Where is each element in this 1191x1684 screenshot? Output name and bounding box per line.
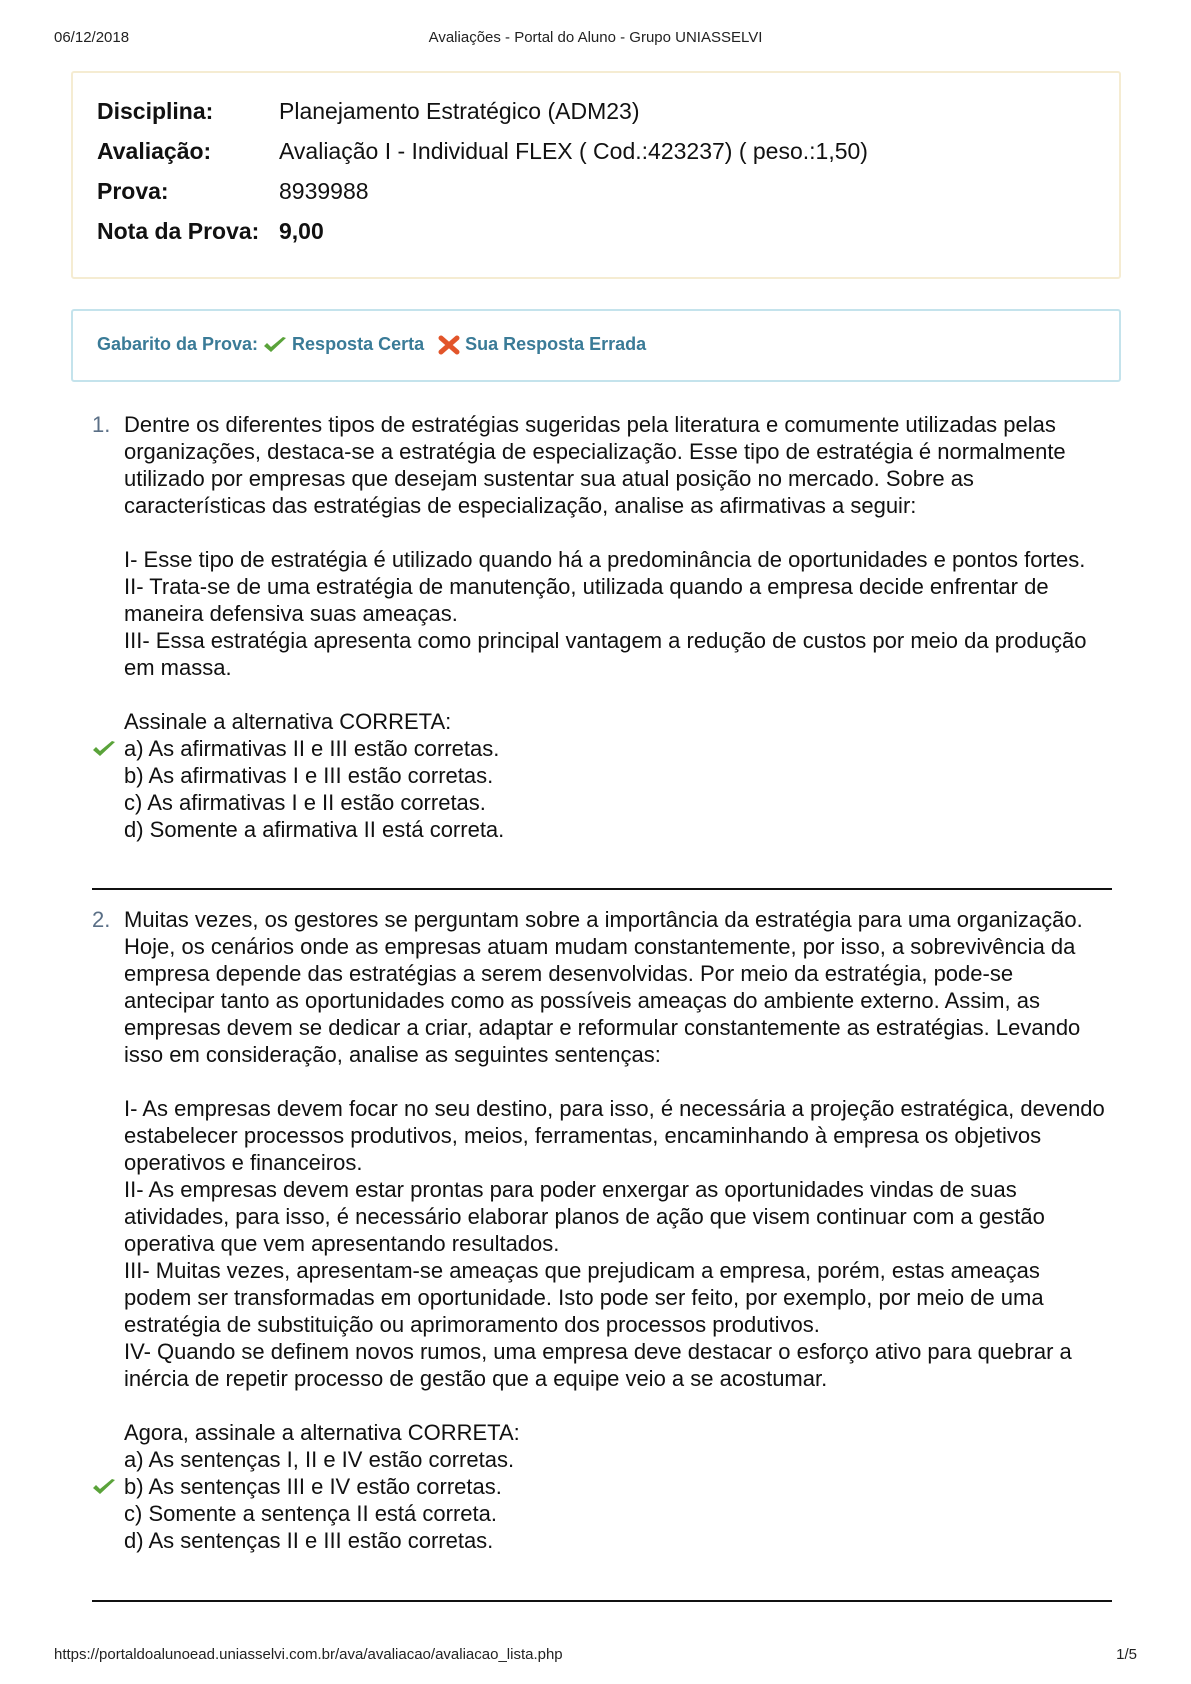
- alternative-c: [124, 789, 1108, 816]
- question-body: [124, 411, 1108, 843]
- question-stem: Dentre os diferentes tipos de estratégias sugeridas pela literatura e comumente utilizadas pelas organizações, destaca-se a estratégia de especialização. Esse tipo de estratégia é normalmente utilizado por empresas que desejam sustentar sua atual posição no mercado. Sobre as características das estratégias de especialização, analise as afirmativas a seguir:: [124, 412, 1066, 518]
- question-prompt: Agora, assinale a alternativa CORRETA:: [124, 1420, 520, 1445]
- alternative-text: b) As afirmativas I e III estão corretas.: [124, 763, 494, 788]
- alternative-d: [124, 1527, 1108, 1554]
- avaliacao-label: Avaliação:: [97, 138, 212, 164]
- alternative-text: a) As sentenças I, II e IV estão corretas.: [124, 1447, 515, 1472]
- question-stem: Muitas vezes, os gestores se perguntam sobre a importância da estratégia para uma organização. Hoje, os cenários onde as empresas atuam mudam constantemente, por isso, a sobrevivência da empresa depende das estratégias a serem desenvolvidas. Por meio da estratégia, pode-se antecipar tanto as oportunidades como as possíveis ameaças do ambiente externo. Assim, as empresas devem se dedicar a criar, adaptar e reformular constantemente as estratégias. Levando isso em consideração, analise as seguintes sentenças:: [124, 907, 1083, 1067]
- avaliacao-value: Avaliação I - Individual FLEX ( Cod.:423237) ( peso.:1,50): [279, 138, 868, 164]
- alternative-text: c) Somente a sentença II está correta.: [124, 1501, 497, 1526]
- correct-answer-label: Resposta Certa: [292, 334, 425, 354]
- print-footer: [54, 1646, 1137, 1666]
- answer-key-label: Gabarito da Prova:: [97, 334, 259, 354]
- answer-key-line: [97, 334, 646, 355]
- wrong-answer-label: Sua Resposta Errada: [465, 334, 647, 354]
- alternative-b: [124, 762, 1108, 789]
- question-number: 2.: [92, 907, 111, 932]
- print-header: [54, 29, 1137, 49]
- statement: II- As empresas devem estar prontas para poder enxergar as oportunidades vindas de suas atividades, para isso, é necessário elaborar planos de ação que visem continuar com a gestão operativa que vem apresentando resultados.: [124, 1177, 1045, 1256]
- question-prompt: Assinale a alternativa CORRETA:: [124, 709, 452, 734]
- disciplina-value: Planejamento Estratégico (ADM23): [279, 98, 640, 124]
- statement: III- Essa estratégia apresenta como principal vantagem a redução de custos por meio da produção em massa.: [124, 628, 1087, 680]
- alternative-text: d) Somente a afirmativa II está correta.: [124, 817, 505, 842]
- question-body: [124, 906, 1108, 1554]
- question-divider: [92, 888, 1112, 890]
- statement: I- As empresas devem focar no seu destino, para isso, é necessária a projeção estratégica, devendo estabelecer processos produtivos, meios, ferramentas, encaminhando à empresa os objetivos operativos e financeiros.: [124, 1096, 1105, 1175]
- nota-value: 9,00: [279, 218, 324, 244]
- disciplina-label: Disciplina:: [97, 98, 214, 124]
- page-number: 1/5: [1116, 1646, 1137, 1663]
- prova-value: 8939988: [279, 178, 369, 204]
- statement: I- Esse tipo de estratégia é utilizado quando há a predominância de oportunidades e pontos fortes.: [124, 547, 1086, 572]
- alternative-a: [124, 735, 1108, 762]
- check-icon: [263, 336, 287, 354]
- print-date: 06/12/2018: [54, 29, 130, 46]
- alternative-text: d) As sentenças II e III estão corretas.: [124, 1528, 494, 1553]
- alternative-text: a) As afirmativas II e III estão corretas.: [124, 736, 500, 761]
- statement: II- Trata-se de uma estratégia de manutenção, utilizada quando a empresa decide enfrentar de maneira defensiva suas ameaças.: [124, 574, 1049, 626]
- alternative-b: [124, 1473, 1108, 1500]
- answer-key-legend: [71, 309, 1121, 382]
- print-page-title: Avaliações - Portal do Aluno - Grupo UNIASSELVI: [428, 29, 763, 46]
- question-divider: [92, 1600, 1112, 1602]
- exam-info-box: [71, 71, 1121, 279]
- prova-label: Prova:: [97, 178, 169, 204]
- correct-answer-check-icon: [92, 740, 116, 758]
- statement: IV- Quando se definem novos rumos, uma empresa deve destacar o esforço ativo para quebrar a inércia de repetir processo de gestão que a equipe veio a se acostumar.: [124, 1339, 1072, 1391]
- statement: III- Muitas vezes, apresentam-se ameaças que prejudicam a empresa, porém, estas ameaças podem ser transformadas em oportunidade. Isto pode ser feito, por exemplo, por meio de uma estratégia de substituição ou aprimoramento dos processos produtivos.: [124, 1258, 1044, 1337]
- alternative-a: [124, 1446, 1108, 1473]
- cross-icon: [438, 335, 460, 355]
- alternative-text: c) As afirmativas I e II estão corretas.: [124, 790, 486, 815]
- question-number: 1.: [92, 412, 111, 437]
- alternative-d: [124, 816, 1108, 843]
- alternative-c: [124, 1500, 1108, 1527]
- alternative-text: b) As sentenças III e IV estão corretas.: [124, 1474, 502, 1499]
- page-url: https://portaldoalunoead.uniasselvi.com.br/ava/avaliacao/avaliacao_lista.php: [54, 1646, 563, 1663]
- correct-answer-check-icon: [92, 1478, 116, 1496]
- nota-label: Nota da Prova:: [97, 218, 260, 244]
